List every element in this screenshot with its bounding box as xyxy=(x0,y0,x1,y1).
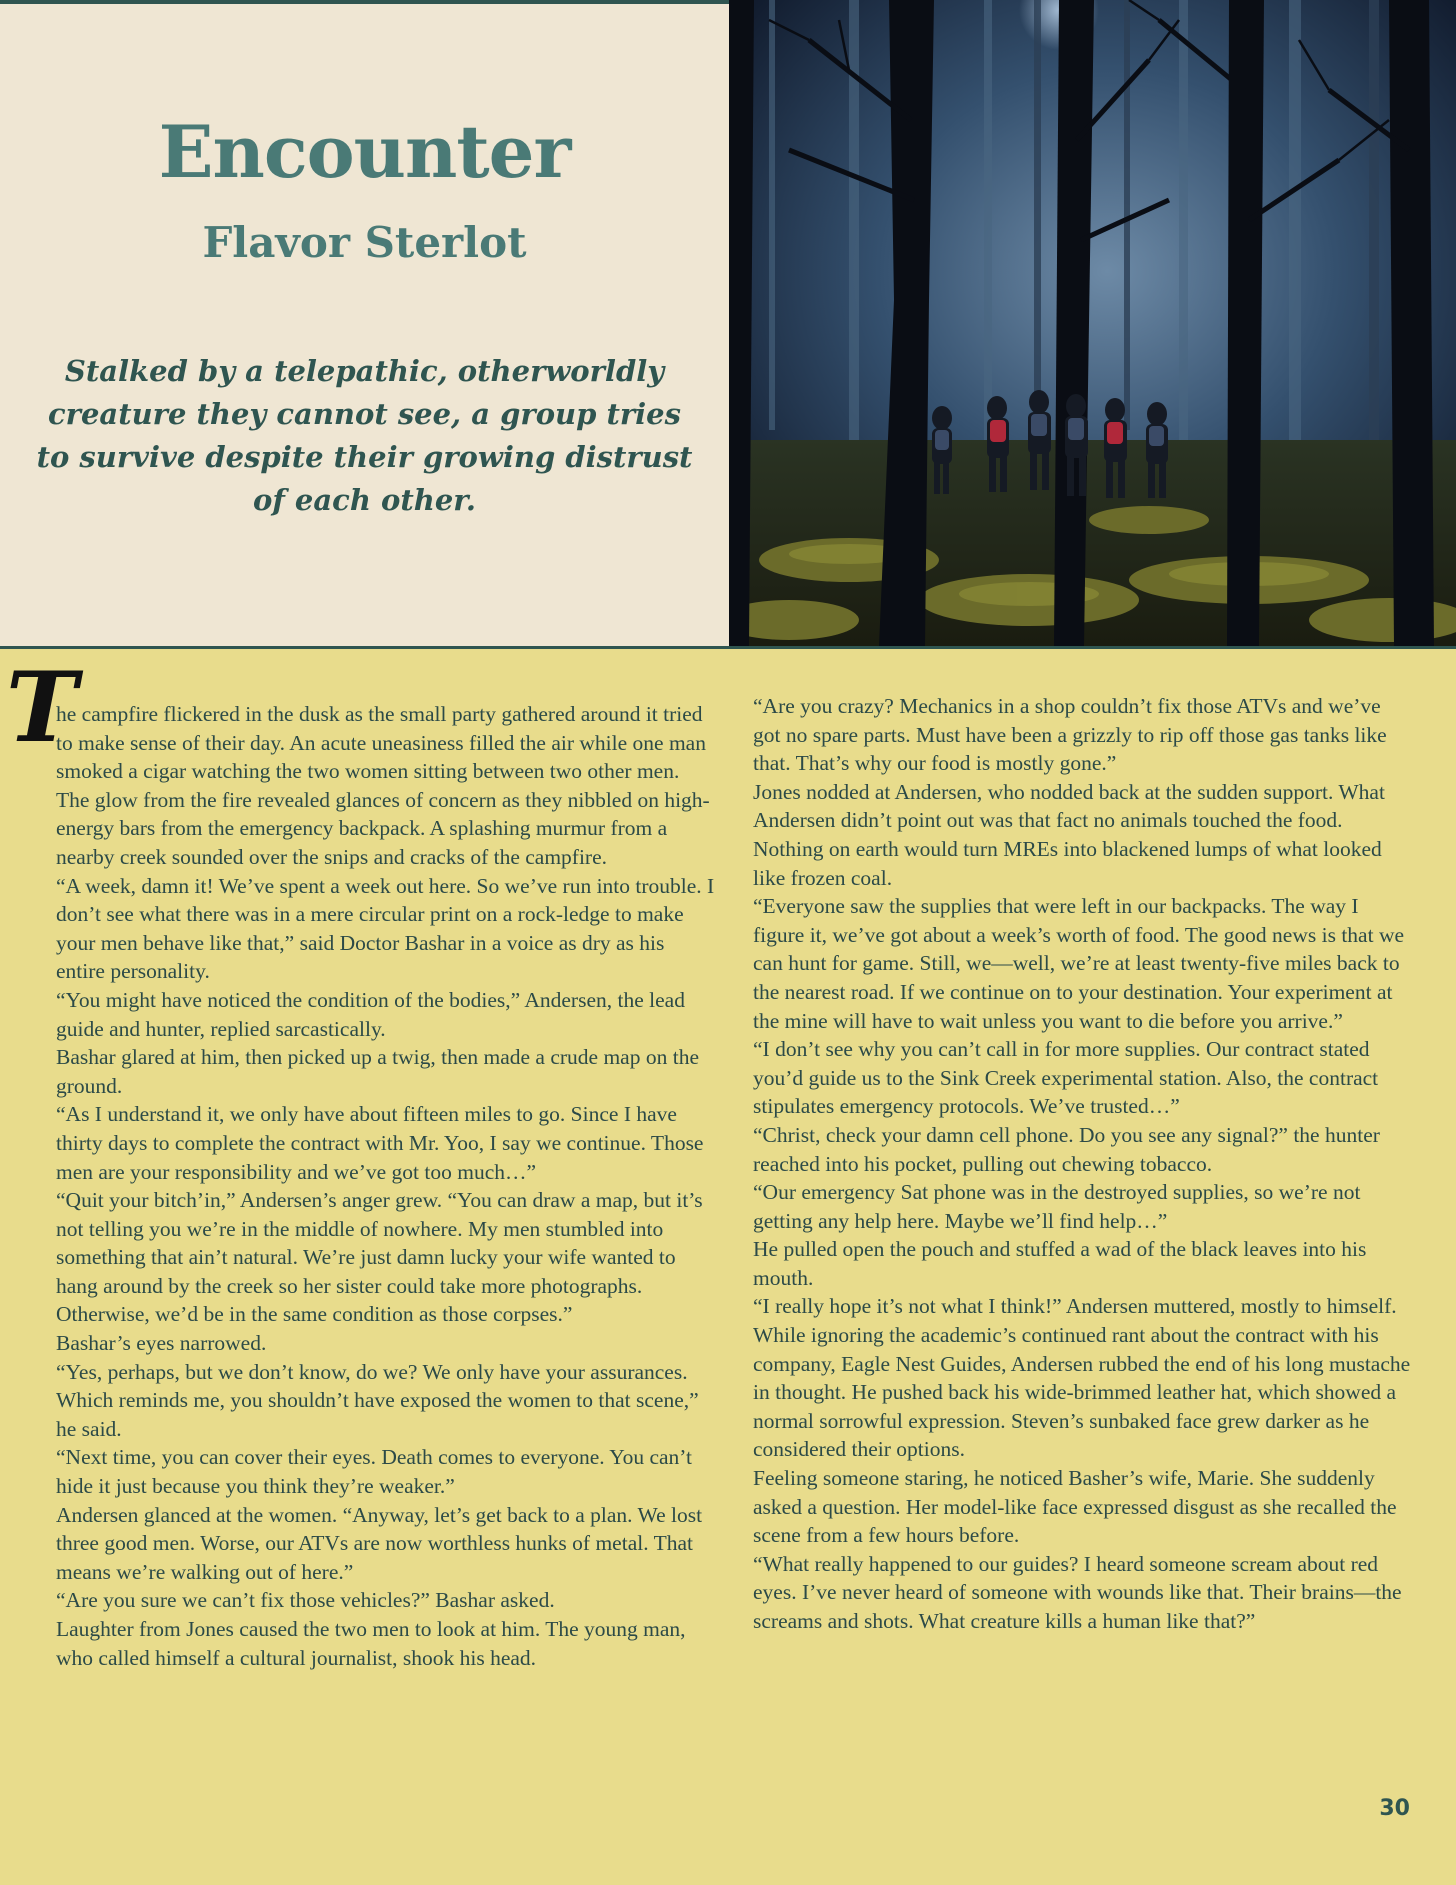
paragraph: Jones nodded at Andersen, who nodded back at the sudden support. What Andersen didn’t point out was that fact no animals touched the food. Nothing on earth would turn MREs into blackened lumps of what looked like frozen coal. xyxy=(753,779,1385,890)
page-number: 30 xyxy=(1379,1796,1410,1821)
paragraph: “What really happened to our guides? I heard someone scream about red eyes. I’ve never heard of someone with wounds like that. Their brains—the screams and shots. What creature kills a human like that?” xyxy=(753,1551,1402,1633)
paragraph: Andersen glanced at the women. “Anyway, let’s get back to a plan. We lost three good men. Worse, our ATVs are now worthless hunks of metal. That means we’re walking out of here.” xyxy=(56,1502,703,1584)
paragraph: “Quit your bitch’in,” Andersen’s anger grew. “You can draw a map, but it’s not telling you we’re in the middle of nowhere. My men stumbled into something that ain’t natural. We’re just damn lucky your wife wanted to hang around by the creek so her sister could take more photographs. Otherwise, we’d be in the same condition as those corpses.” xyxy=(56,1188,703,1327)
article-title: Encounter xyxy=(158,109,571,194)
paragraph: “Yes, perhaps, but we don’t know, do we? We only have your assurances. Which reminds me, you shouldn’t have exposed the women to that scene,” he said. xyxy=(56,1359,699,1441)
paragraph: “As I understand it, we only have about fifteen miles to go. Since I have thirty days to complete the contract with Mr. Yoo, I say we continue. Those men are your responsibility and we’ve got too much…” xyxy=(56,1102,704,1184)
forest-hikers-photo xyxy=(729,0,1456,646)
drop-cap: T xyxy=(6,651,78,764)
paragraph: Bashar’s eyes narrowed. xyxy=(56,1331,267,1356)
right-column xyxy=(753,692,1413,1636)
paragraph: “Our emergency Sat phone was in the destroyed supplies, so we’re not getting any help here. Maybe we’ll find help…” xyxy=(753,1180,1361,1233)
paragraph: Bashar glared at him, then picked up a twig, then made a crude map on the ground. xyxy=(56,1045,699,1098)
paragraph: “Are you sure we can’t fix those vehicles?” Bashar asked. xyxy=(56,1588,555,1613)
paragraph: “I really hope it’s not what I think!” Andersen muttered, mostly to himself. xyxy=(753,1294,1397,1319)
paragraph: “Are you crazy? Mechanics in a shop couldn’t fix those ATVs and we’ve got no spare parts. Must have been a grizzly to rip off those gas tanks like that. That’s why our food is mostly gone.” xyxy=(753,694,1387,776)
paragraph: “A week, damn it! We’ve spent a week out here. So we’ve run into trouble. I don’t see what there was in a mere circular print on a rock-ledge to make your men behave like that,” said Doctor Bashar in a voice as dry as his entire personality. xyxy=(56,873,715,984)
article-tagline: Stalked by a telepathic, otherworldly creature they cannot see, a group tries to survive despite their growing distrust of each other. xyxy=(36,354,693,517)
paragraph: “Next time, you can cover their eyes. Death comes to everyone. You can’t hide it just because you think they’re weaker.” xyxy=(56,1445,693,1499)
left-column xyxy=(56,700,716,1672)
paragraph: “Christ, check your damn cell phone. Do you see any signal?” the hunter reached into his pocket, pulling out chewing tobacco. xyxy=(753,1122,1380,1176)
paragraph: He pulled open the pouch and stuffed a wad of the black leaves into his mouth. xyxy=(753,1237,1367,1290)
paragraph: “Everyone saw the supplies that were left in our backpacks. The way I figure it, we’ve got about a week’s worth of food. The good news is that we can hunt for game. Still, we—well, we’re at least twenty-five miles back to the nearest road. If we continue on to your destination. Your experiment at the mine will have to wait unless you want to die before you arrive.” xyxy=(753,894,1405,1033)
title-panel xyxy=(0,4,729,646)
paragraph: he campfire flickered in the dusk as the small party gathered around it tried to make sense of their day. An acute uneasiness filled the air while one man smoked a cigar watching the two women sitting between two other men. The glow from the fire revealed glances of concern as they nibbled on high-energy bars from the emergency backpack. A splashing murmur from a nearby creek sounded over the snips and cracks of the campfire. xyxy=(56,702,710,869)
paragraph: Feeling someone staring, he noticed Basher’s wife, Marie. She suddenly asked a question. Her model-like face expressed disgust as she recalled the scene from a few hours before. xyxy=(753,1466,1397,1548)
paragraph: While ignoring the academic’s continued rant about the contract with his company, Eagle Nest Guides, Andersen rubbed the end of his long mustache in thought. He pushed back his wide-brimmed leather hat, which showed a normal sorrowful expression. Steven’s sunbaked face grew darker as he considered their options. xyxy=(753,1323,1411,1462)
paragraph: “I don’t see why you can’t call in for more supplies. Our contract stated you’d guide us to the Sink Creek experimental station. Also, the contract stipulates emergency protocols. We’ve trusted…” xyxy=(753,1037,1379,1119)
paragraph: Laughter from Jones caused the two men to look at him. The young man, who called himself a cultural journalist, shook his head. xyxy=(56,1617,686,1670)
article-author: Flavor Sterlot xyxy=(202,218,527,267)
section-divider xyxy=(0,646,1456,649)
paragraph: “You might have noticed the condition of the bodies,” Andersen, the lead guide and hunter, replied sarcastically. xyxy=(56,987,685,1041)
